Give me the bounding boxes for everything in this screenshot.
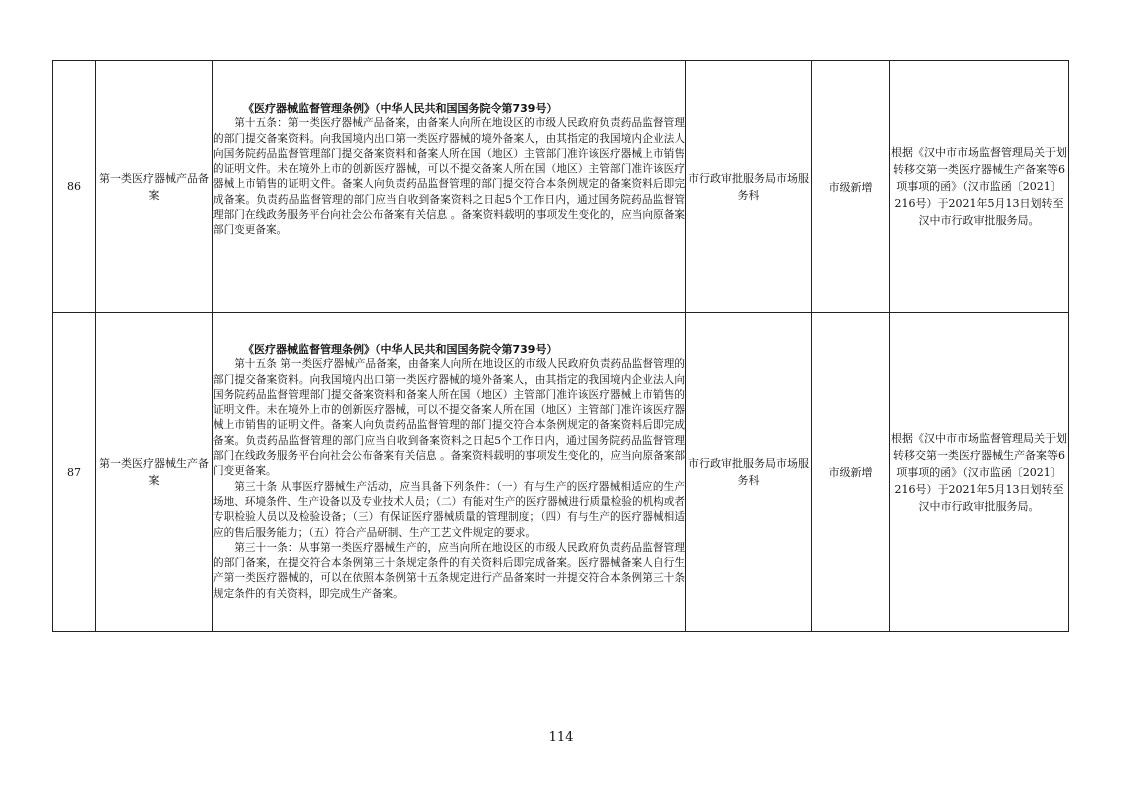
change-type: 市级新增: [812, 61, 890, 313]
item-name: 第一类医疗器械生产备案: [96, 313, 213, 632]
change-type: 市级新增: [812, 313, 890, 632]
table-row: [53, 61, 1069, 313]
legal-basis-cell: [213, 313, 686, 632]
law-article: 第三十一条：从事第一类医疗器械生产的，应当向所在地设区的市级人民政府负责药品监督管理的部门备案，在提交符合本条例第三十条规定条件的有关资料后即完成备案。医疗器械备案人自行生产第一类医疗器械的，可以在依照本条例第十五条规定进行产品备案时一并提交符合本条例第三十条规定条件的有关资料，即完成生产备案。: [213, 541, 685, 600]
records-table: [52, 60, 1069, 632]
item-name: 第一类医疗器械产品备案: [96, 61, 213, 313]
remark: 根据《汉中市市场监督管理局关于划转移交第一类医疗器械生产备案等6项事项的函》（汉市监函〔2021〕216号）于2021年5月13日划转至汉中市行政审批服务局。: [890, 61, 1069, 313]
law-title: 《医疗器械监督管理条例》（中华人民共和国国务院令第739号）: [243, 102, 558, 115]
legal-basis-cell: [213, 61, 686, 313]
department: 市行政审批服务局市场服务科: [686, 61, 812, 313]
law-article: 第十五条 第一类医疗器械产品备案，由备案人向所在地设区的市级人民政府负责药品监督管理的部门提交备案资料。向我国境内出口第一类医疗器械的境外备案人，由其指定的我国境内企业法人向国务院药品监督管理部门提交备案资料和备案人所在国（地区）主管部门准许该医疗器械上市销售的证明文件。未在境外上市的创新医疗器械，可以不提交备案人所在国（地区）主管部门准许该医疗器械上市销售的证明文件。备案人向负责药品监督管理的部门提交符合本条例规定的备案资料后即完成备案。负责药品监督管理的部门应当自收到备案资料之日起5个工作日内，通过国务院药品监督管理部门在线政务服务平台向社会公布备案有关信息 。备案资料载明的事项发生变化的，应当向原备案部门变更备案。: [213, 358, 685, 478]
row-number: 86: [53, 61, 96, 313]
law-article: 第三十条 从事医疗器械生产活动，应当具备下列条件：（一）有与生产的医疗器械相适应的生产场地、环境条件、生产设备以及专业技术人员；（二）有能对生产的医疗器械进行质量检验的机构或者专职检验人员以及检验设备；（三）有保证医疗器械质量的管理制度；（四）有与生产的医疗器械相适应的售后服务能力；（五）符合产品研制、生产工艺文件规定的要求。: [213, 480, 685, 539]
page-number: 114: [548, 730, 574, 745]
law-title: 《医疗器械监督管理条例》（中华人民共和国国务院令第739号）: [243, 342, 558, 356]
remark: 根据《汉中市市场监督管理局关于划转移交第一类医疗器械生产备案等6项事项的函》（汉市监函〔2021〕216号）于2021年5月13日划转至汉中市行政审批服务局。: [890, 313, 1069, 632]
row-number: 87: [53, 313, 96, 632]
table-row: [53, 313, 1069, 632]
department: 市行政审批服务局市场服务科: [686, 313, 812, 632]
law-article: 第十五条：第一类医疗器械产品备案，由备案人向所在地设区的市级人民政府负责药品监督管理的部门提交备案资料。向我国境内出口第一类医疗器械的境外备案人，由其指定的我国境内企业法人向国务院药品监督管理部门提交备案资料和备案人所在国（地区）主管部门准许该医疗器械上市销售的证明文件。未在境外上市的创新医疗器械，可以不提交备案人所在国（地区）主管部门准许该医疗器械上市销售的证明文件。备案人向负责药品监督管理的部门提交符合本条例规定的备案资料后即完成备案。负责药品监督管理的部门应当自收到备案资料之日起5个工作日内，通过国务院药品监督管理部门在线政务服务平台向社会公布备案有关信息 。备案资料载明的事项发生变化的，应当向原备案部门变更备案。: [213, 117, 685, 237]
